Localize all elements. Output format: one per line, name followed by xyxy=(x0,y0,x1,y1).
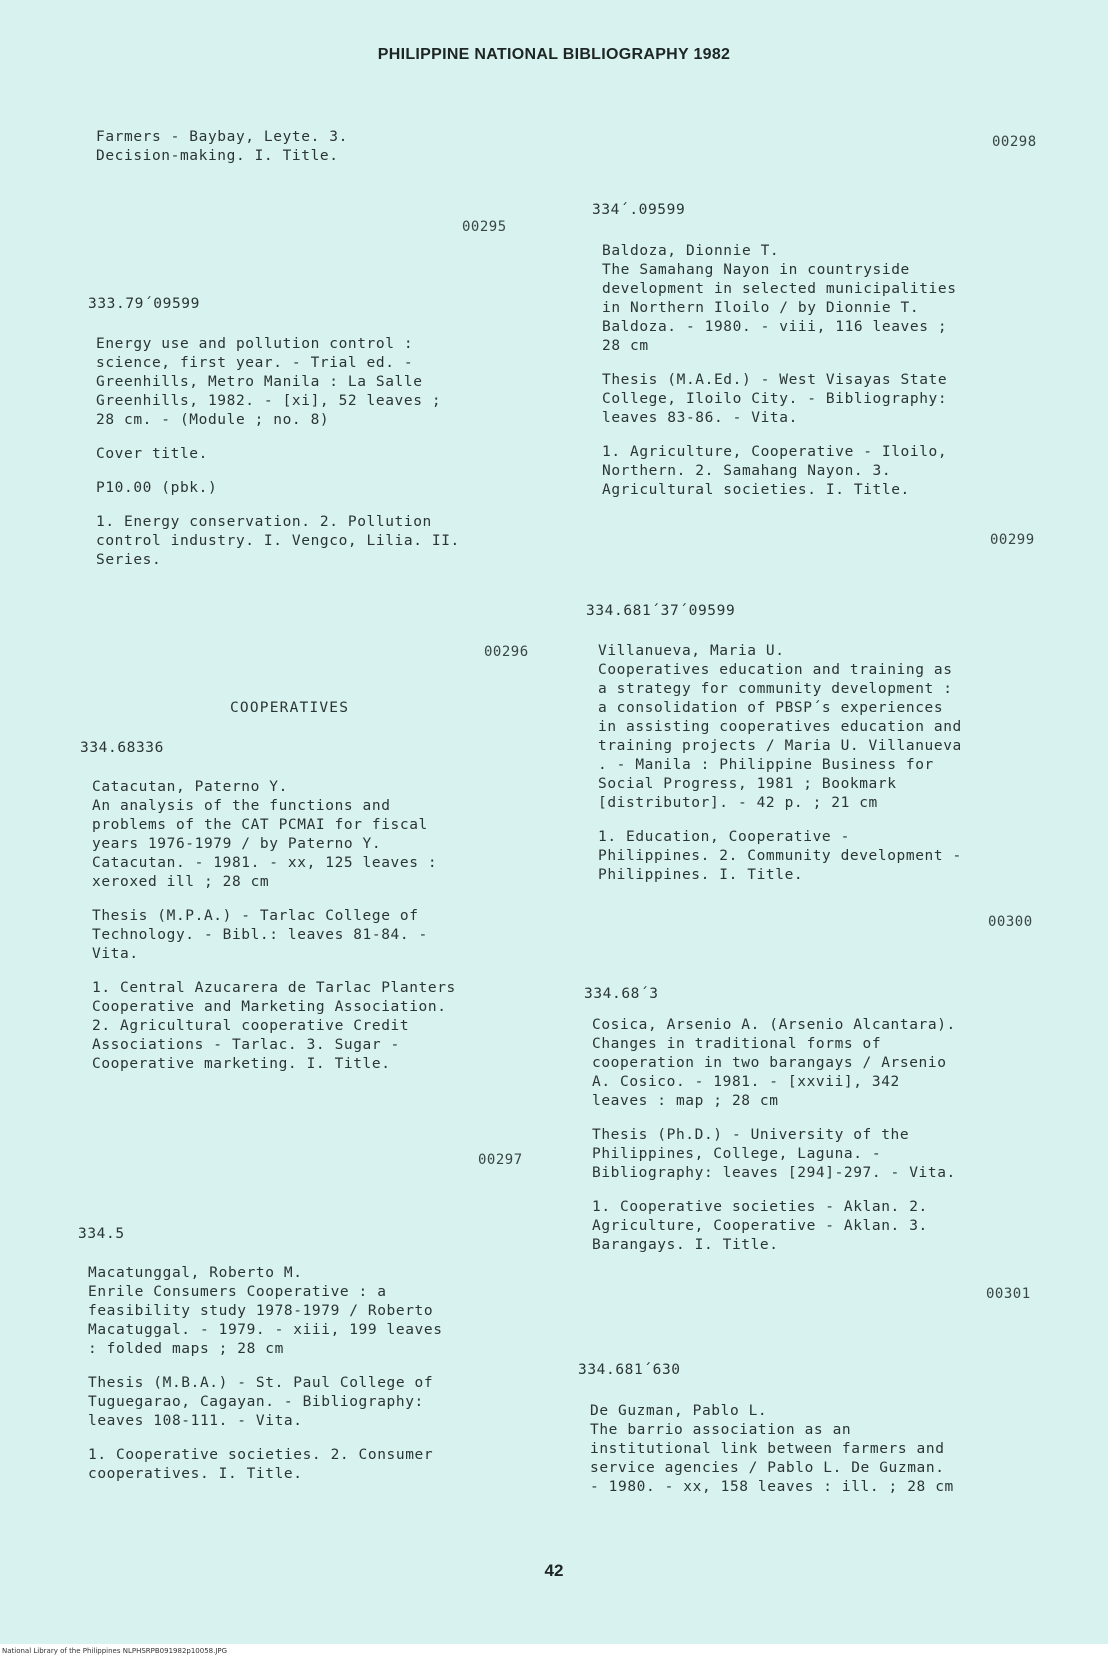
entry-paragraph: Thesis (M.B.A.) - St. Paul College of Tuguegarao, Cagayan. - Bibliography: leaves 108-111. - Vita. xyxy=(88,1375,434,1429)
entry-00298 xyxy=(602,242,1072,515)
right-column xyxy=(578,0,1060,1560)
entry-00300 xyxy=(592,1016,1062,1270)
record-number-00297: 00297 xyxy=(478,1152,523,1168)
class-number-00299: 334.681´37´09599 xyxy=(586,603,736,619)
entry-paragraph: Catacutan, Paterno Y. An analysis of the functions and problems of the CAT PCMAI for fiscal years 1976-1979 / by Paterno Y. Catacutan. - 1981. - xx, 125 leaves : xeroxed ill ; 28 cm xyxy=(92,779,438,890)
entry-paragraph: De Guzman, Pablo L. The barrio association as an institutional link between farmers and service agencies / Pablo L. De Guzman. - 1980. - xx, 158 leaves : ill. ; 28 cm xyxy=(590,1403,954,1495)
entry-paragraph: Baldoza, Dionnie T. The Samahang Nayon in countryside development in selected municipalities in Northern Iloilo / by Dionnie T. Baldoza. - 1980. - viii, 116 leaves ; 28 cm xyxy=(602,243,957,354)
class-number-00300: 334.68´3 xyxy=(584,986,659,1002)
class-number-00298: 334´.09599 xyxy=(592,202,686,218)
record-number-00301: 00301 xyxy=(986,1286,1031,1302)
entry-paragraph: Thesis (M.A.Ed.) - West Visayas State College, Iloilo City. - Bibliography: leaves 83-86. - Vita. xyxy=(602,372,948,426)
entry-paragraph: 1. Energy conservation. 2. Pollution control industry. I. Vengco, Lilia. II. Series. xyxy=(96,514,460,568)
section-heading: COOPERATIVES xyxy=(230,700,350,716)
record-number-00295: 00295 xyxy=(462,219,507,235)
left-column xyxy=(78,0,566,1560)
entry-paragraph: 1. Education, Cooperative - Philippines. 2. Community development - Philippines. I. Title. xyxy=(598,829,962,883)
entry-00301 xyxy=(590,1402,1060,1512)
entry-paragraph: Cosica, Arsenio A. (Arsenio Alcantara). Changes in traditional forms of cooperation in two barangays / Arsenio A. Cosico. - 1981. - [xxvii], 342 leaves : map ; 28 cm xyxy=(592,1017,956,1109)
entry-paragraph: Thesis (Ph.D.) - University of the Philippines, College, Laguna. - Bibliography: leaves [294]-297. - Vita. xyxy=(592,1127,956,1181)
scan-footer: National Library of the Philippines NLPHSRPB091982p10058.JPG xyxy=(0,1644,1108,1658)
page-header: PHILIPPINE NATIONAL BIBLIOGRAPHY 1982 xyxy=(377,46,731,63)
entry-00296 xyxy=(92,778,562,1089)
entry-00299 xyxy=(598,642,1068,900)
record-number-00296: 00296 xyxy=(484,644,529,660)
entry-paragraph: Cover title. xyxy=(96,446,208,462)
class-number-00296: 334.68336 xyxy=(80,740,164,756)
class-number-00295: 333.79´09599 xyxy=(88,296,200,312)
page-number: 42 xyxy=(544,1561,564,1580)
record-number-00300: 00300 xyxy=(988,914,1033,930)
entry-paragraph: Villanueva, Maria U. Cooperatives education and training as a strategy for community development : a consolidation of PBSP´s experiences in assisting cooperatives education and training projects / Maria U. Villanueva . - Manila : Philippine Business for Social Progress, 1981 ; Bookmark [distributor]. - 42 p. ; 21 cm xyxy=(598,643,962,811)
entry-paragraph: 1. Cooperative societies - Aklan. 2. Agriculture, Cooperative - Aklan. 3. Barangays. I. Title. xyxy=(592,1199,928,1253)
entry-paragraph: 1. Cooperative societies. 2. Consumer cooperatives. I. Title. xyxy=(88,1447,434,1482)
record-number-00298: 00298 xyxy=(992,134,1037,150)
entry-paragraph: 1. Central Azucarera de Tarlac Planters Cooperative and Marketing Association. 2. Agricultural cooperative Credit Associations - Tarlac. 3. Sugar - Cooperative marketing. I. Title. xyxy=(92,980,456,1072)
entry-paragraph: Thesis (M.P.A.) - Tarlac College of Technology. - Bibl.: leaves 81-84. - Vita. xyxy=(92,908,428,962)
entry-00295 xyxy=(96,335,566,585)
paragraph: Farmers - Baybay, Leyte. 3. Decision-making. I. Title. xyxy=(96,129,348,164)
entry-paragraph: Macatunggal, Roberto M. Enrile Consumers Cooperative : a feasibility study 1978-1979 / Roberto Macatuggal. - 1979. - xiii, 199 leaves : folded maps ; 28 cm xyxy=(88,1265,443,1357)
entry-paragraph: 1. Agriculture, Cooperative - Iloilo, Northern. 2. Samahang Nayon. 3. Agricultural societies. I. Title. xyxy=(602,444,948,498)
class-number-00297: 334.5 xyxy=(78,1226,125,1242)
entry-paragraph: P10.00 (pbk.) xyxy=(96,480,218,496)
continued-entry xyxy=(96,128,566,181)
entry-00297 xyxy=(88,1264,558,1499)
record-number-00299: 00299 xyxy=(990,532,1035,548)
class-number-00301: 334.681´630 xyxy=(578,1362,681,1378)
entry-paragraph: Energy use and pollution control : science, first year. - Trial ed. - Greenhills, Metro Manila : La Salle Greenhills, 1982. - [xi], 52 leaves ; 28 cm. - (Module ; no. 8) xyxy=(96,336,442,428)
